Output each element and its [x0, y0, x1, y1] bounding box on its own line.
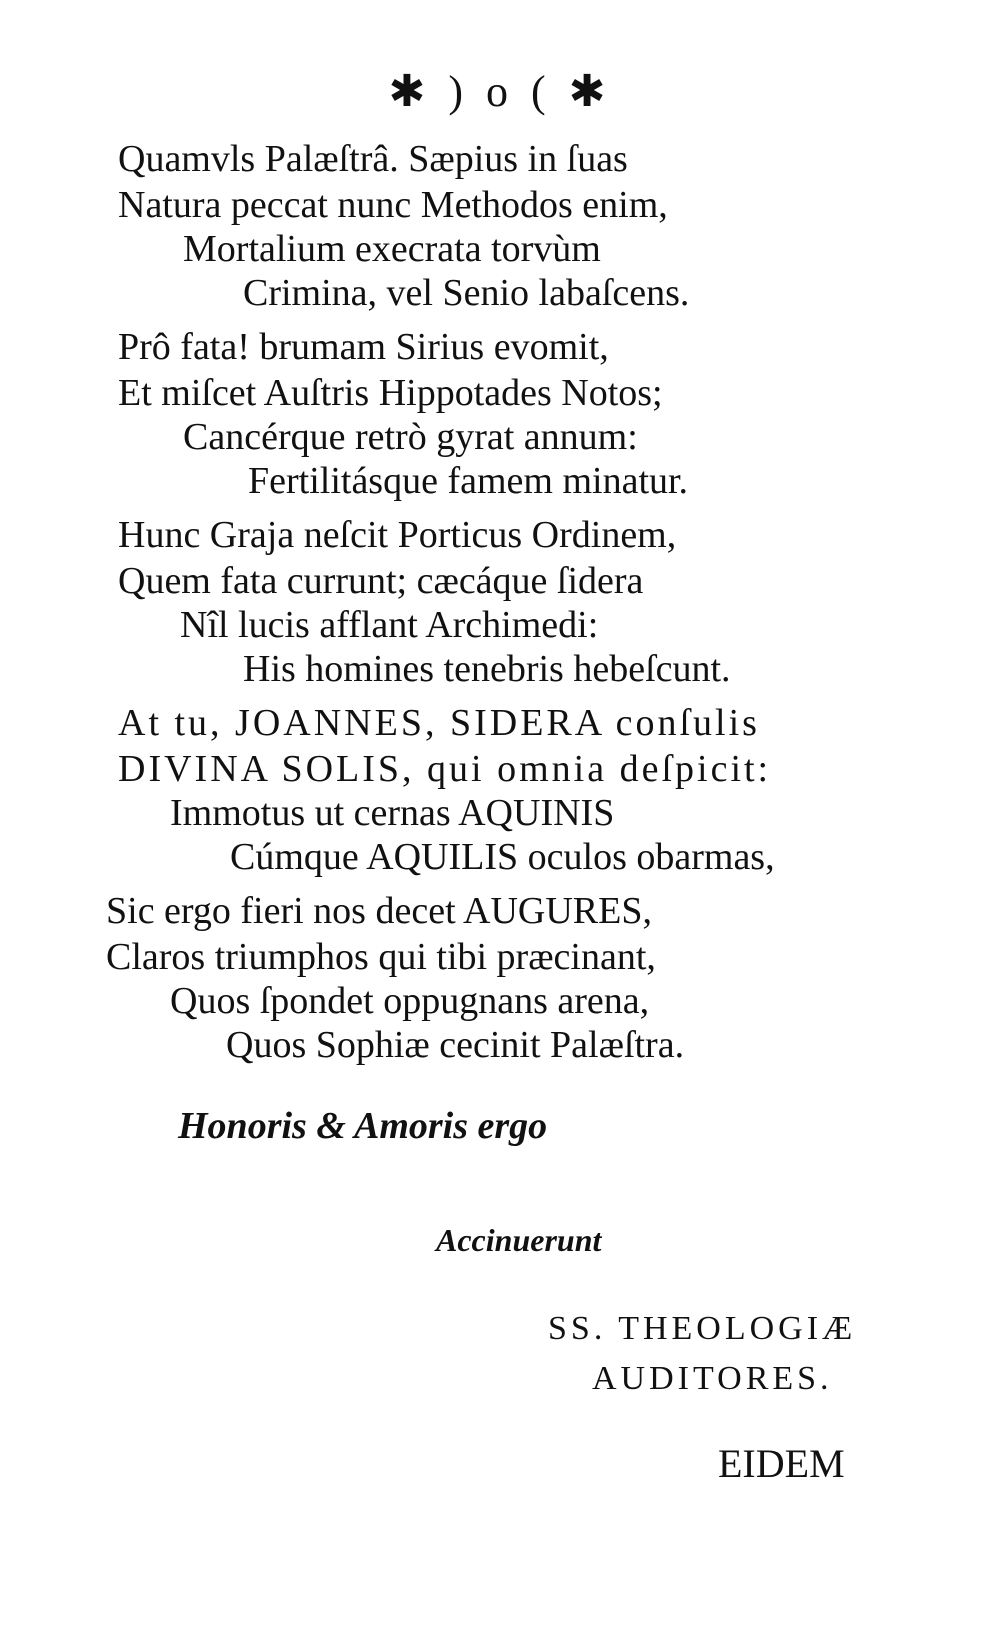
page-header-ornament: ✱ ) o ( ✱ — [388, 67, 612, 116]
signature-line-2: AUDITORES. — [592, 1360, 833, 1397]
catchword: EIDEM — [718, 1441, 845, 1486]
verse-line: Immotus ut cernas AQUINIS — [170, 792, 615, 834]
verse-line: Et miſcet Auſtris Hippotades Notos; — [118, 372, 663, 414]
verse-line: Cancérque retrò gyrat annum: — [183, 416, 638, 458]
closing-verb: Accinuerunt — [436, 1222, 602, 1258]
verse-line: Natura peccat nunc Methodos enim, — [118, 184, 668, 226]
verse-line: Quos Sophiæ cecinit Palæſtra. — [226, 1024, 685, 1066]
verse-line: Fertilitásque famem minatur. — [248, 460, 689, 502]
dedication: Honoris & Amoris ergo — [178, 1105, 548, 1147]
verse-line: Quos ſpondet oppugnans arena, — [170, 980, 650, 1022]
verse-line: Prô fata! brumam Sirius evomit, — [118, 326, 609, 368]
verse-line: Crimina, vel Senio labaſcens. — [243, 272, 690, 314]
verse-line: Nîl lucis afflant Archimedi: — [180, 604, 599, 646]
verse-line: Cúmque AQUILIS oculos obarmas, — [230, 836, 775, 878]
verse-line: Hunc Graja neſcit Porticus Ordinem, — [118, 514, 677, 556]
verse-line: Quamvls Palæſtrâ. Sæpius in ſuas — [118, 138, 628, 180]
verse-line: His homines tenebris hebeſcunt. — [243, 648, 731, 690]
verse-line: Quem fata currunt; cæcáque ſidera — [118, 560, 644, 602]
verse-line: Mortalium execrata torvùm — [183, 228, 601, 270]
verse-line: Claros triumphos qui tibi præcinant, — [106, 936, 656, 978]
signature-line-1: SS. THEOLOGIÆ — [548, 1310, 857, 1347]
verse-line: At tu, JOANNES, SIDERA conſulis — [118, 702, 760, 744]
verse-line: Sic ergo fieri nos decet AUGURES, — [106, 890, 652, 932]
verse-line: DIVINA SOLIS, qui omnia deſpicit: — [118, 748, 772, 790]
